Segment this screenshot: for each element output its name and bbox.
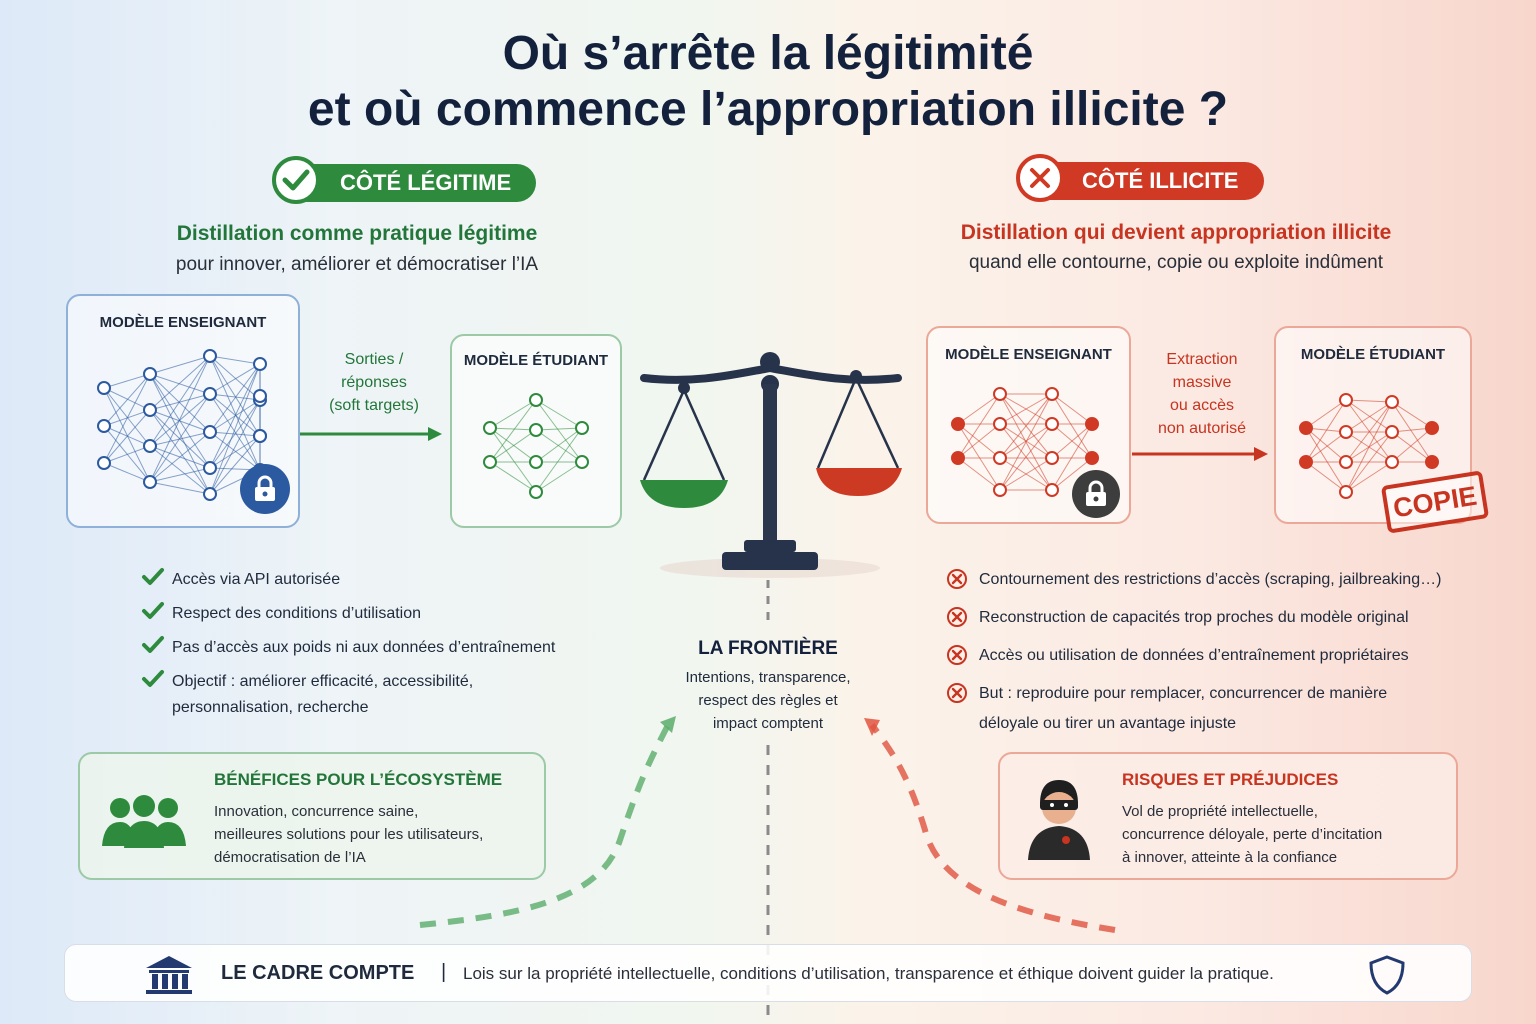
lock-icon [240,464,290,514]
network-node [484,422,496,434]
network-node [98,420,110,432]
risks-card [998,752,1458,880]
risks-title: RISQUES ET PRÉJUDICES [1122,770,1339,789]
legit-badge [276,164,536,202]
illicit-heading: Distillation qui devient appropriation illicite [960,221,1392,244]
thief-icon [1026,774,1092,860]
cross-icon [946,568,979,598]
scale-icon [636,348,908,578]
list-item: Reconstruction de capacités trop proches du modèle original [946,606,1506,636]
network-node [204,350,216,362]
network-node [144,404,156,416]
illicit-teacher-model [926,326,1131,524]
network-node [204,488,216,500]
network-node [1340,486,1352,498]
network-node [576,456,588,468]
network-node [1046,484,1058,496]
student-network-diagram [452,336,624,530]
network-node [254,358,266,370]
cross-icon [1016,154,1064,202]
footer-banner [64,944,1472,1002]
network-node [144,476,156,488]
check-icon [142,636,172,662]
network-node [144,368,156,380]
network-node [1426,456,1438,468]
network-node [204,388,216,400]
network-node [1386,456,1398,468]
network-node [530,486,542,498]
illicit-student-label: MODÈLE ÉTUDIANT [1300,346,1446,363]
illicit-arrow-label: Extraction massive ou accès non autorisé [1157,351,1247,437]
cross-icon [946,682,979,712]
risks-text: Vol de propriété intellectuelle, concurrence déloyale, perte d’incitation à innover, atteinte à la confiance [1122,803,1383,866]
check-icon [142,602,172,628]
network-node [1340,394,1352,406]
network-node [530,424,542,436]
check-icon [142,670,172,696]
legit-student-label: MODÈLE ÉTUDIANT [463,352,609,369]
network-node [1046,452,1058,464]
list-item: Objectif : améliorer efficacité, accessibilité, [142,670,622,696]
legit-criteria-list [142,568,622,720]
frontier-title: LA FRONTIÈRE [698,638,838,659]
network-node [484,456,496,468]
network-node [952,452,964,464]
network-node [254,430,266,442]
list-item: Accès via API autorisée [142,568,622,594]
list-item: Contournement des restrictions d’accès (scraping, jailbreaking…) [946,568,1506,598]
network-node [254,390,266,402]
network-node [1046,388,1058,400]
network-node [144,440,156,452]
network-node [98,382,110,394]
check-icon [272,156,320,204]
network-node [994,388,1006,400]
network-node [994,484,1006,496]
list-item: Respect des conditions d’utilisation [142,602,622,628]
network-node [1300,456,1312,468]
network-node [204,426,216,438]
benefits-text: Innovation, concurrence saine, meilleures solutions pour les utilisateurs, démocratisation de l’IA [214,803,484,866]
check-icon [142,568,172,594]
title-line-1: Où s’arrête la légitimité [502,27,1034,80]
frontier-panel [668,638,868,735]
network-node [1426,422,1438,434]
illicit-badge-label: CÔTÉ ILLICITE [1082,168,1239,193]
network-node [1386,426,1398,438]
network-node [530,394,542,406]
illicit-teacher-label: MODÈLE ENSEIGNANT [945,346,1112,363]
network-node [204,462,216,474]
legit-arrow-label: Sorties / réponses (soft targets) [329,351,419,414]
list-item-continued: personnalisation, recherche [172,699,369,716]
illicit-subheading: quand elle contourne, copie ou exploite indûment [968,252,1384,273]
network-node [1340,426,1352,438]
benefits-card [78,752,546,880]
legit-arrow [300,424,445,444]
list-item: But : reproduire pour remplacer, concurrencer de manière [946,682,1506,712]
people-icon [100,794,188,850]
footer-separator: | [441,961,447,983]
network-node [1086,452,1098,464]
network-node [1086,418,1098,430]
list-item-continued: déloyale ou tirer un avantage injuste [979,715,1237,732]
title-line-2: et où commence l’appropriation illicite ? [307,83,1229,136]
cross-icon [946,644,979,674]
bank-icon [145,955,193,995]
network-node [994,418,1006,430]
lock-icon [1072,470,1120,518]
network-node [1386,396,1398,408]
legit-subheading: pour innover, améliorer et démocratiser l’IA [175,254,539,275]
network-node [1340,456,1352,468]
network-node [994,452,1006,464]
illicit-badge [1020,162,1264,200]
footer-text: Lois sur la propriété intellectuelle, conditions d’utilisation, transparence et éthique doivent guider la pratique. [463,964,1274,983]
network-node [1046,418,1058,430]
illicit-arrow [1132,444,1272,464]
network-node [1300,422,1312,434]
list-item: Accès ou utilisation de données d’entraînement propriétaires [946,644,1506,674]
network-node [576,422,588,434]
cross-icon [946,606,979,636]
copie-stamp: COPIE [1381,470,1489,533]
frontier-text: Intentions, transparence, respect des règles et impact comptent [685,669,851,732]
legit-teacher-label: MODÈLE ENSEIGNANT [99,314,267,331]
benefits-title: BÉNÉFICES POUR L’ÉCOSYSTÈME [214,770,503,789]
network-node [952,418,964,430]
network-node [98,457,110,469]
legit-teacher-model [66,294,300,528]
legit-heading: Distillation comme pratique légitime [176,222,538,245]
legit-student-model [450,334,622,528]
shield-icon [1369,955,1405,995]
network-node [530,456,542,468]
legit-badge-label: CÔTÉ LÉGITIME [340,170,512,195]
list-item: Pas d’accès aux poids ni aux données d’entraînement [142,636,622,662]
footer-title: LE CADRE COMPTE [221,962,415,984]
illicit-criteria-list [946,568,1506,736]
